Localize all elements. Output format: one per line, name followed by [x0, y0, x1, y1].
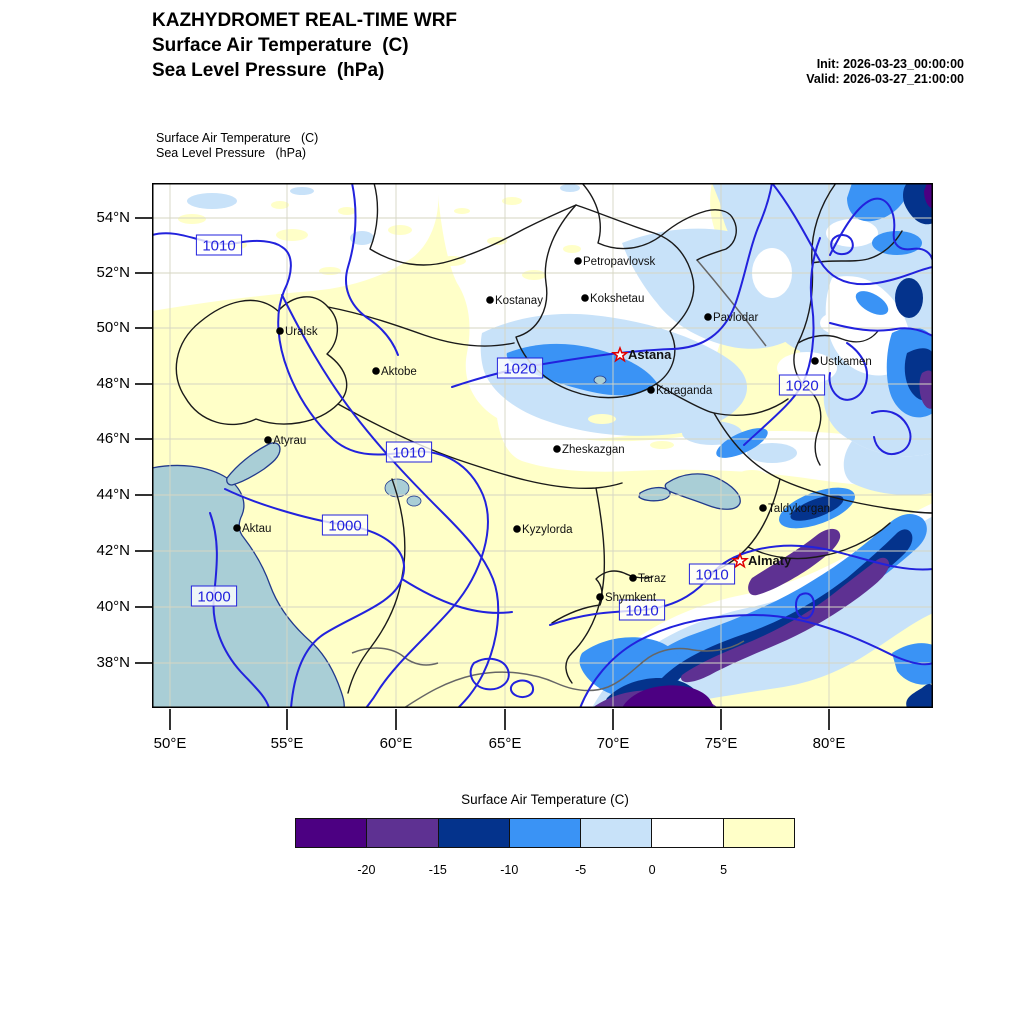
colorbar-tick-label: -10: [500, 863, 519, 877]
city-dot-icon: [276, 327, 284, 335]
city-label: Aktau: [242, 523, 272, 535]
city-dot-icon: [372, 367, 380, 375]
city-marker-shymkent: [596, 592, 657, 604]
lon-tick-mark: [169, 709, 171, 730]
lat-tick-label: 48°N: [96, 375, 130, 392]
init-time: Init: 2026-03-23_00:00:00: [816, 57, 964, 71]
pressure-label: [779, 375, 824, 395]
aral-sea-2: [407, 496, 421, 506]
lat-tick-mark: [135, 272, 152, 274]
colorbar-segment: [651, 818, 723, 848]
colorbar-tick-label: -5: [575, 863, 587, 877]
lat-tick-mark: [135, 438, 152, 440]
lon-tick-mark: [395, 709, 397, 730]
city-dot-icon: [264, 436, 272, 444]
city-dot-icon: [759, 504, 767, 512]
lon-tick-label: 50°E: [153, 735, 187, 752]
lon-tick-mark: [286, 709, 288, 730]
city-dot-icon: [574, 257, 582, 265]
lat-tick-label: 50°N: [96, 319, 130, 336]
lat-tick-label: 46°N: [96, 430, 130, 447]
colorbar-tick-label: 5: [720, 863, 728, 877]
lon-tick-mark: [504, 709, 506, 730]
colorbar-segment: [438, 818, 510, 848]
colorbar-segment: [723, 818, 795, 848]
lat-tick-label: 40°N: [96, 598, 130, 615]
lon-tick-label: 60°E: [379, 735, 413, 752]
colorbar-segment: [580, 818, 652, 848]
city-dot-icon: [629, 574, 637, 582]
lat-tick-mark: [135, 662, 152, 664]
lat-tick-mark: [135, 550, 152, 552]
city-marker-karaganda: [647, 385, 713, 397]
lon-tick-label: 70°E: [596, 735, 630, 752]
colorbar-title: Surface Air Temperature (C): [461, 792, 629, 807]
city-dot-icon: [647, 386, 655, 394]
pressure-label-text: 1020: [785, 377, 819, 395]
city-marker-pavlodar: [704, 312, 758, 324]
lon-tick-mark: [612, 709, 614, 730]
colorbar-segment: [509, 818, 581, 848]
city-dot-icon: [704, 313, 712, 321]
city-label: Kyzylorda: [522, 524, 573, 536]
city-label: Zheskazgan: [562, 444, 625, 456]
city-marker-kyzylorda: [513, 524, 573, 536]
valid-time: Valid: 2026-03-27_21:00:00: [806, 72, 964, 86]
title-line-2: Surface Air Temperature (C): [152, 35, 409, 56]
pressure-label: [196, 235, 241, 255]
map-subtitle-line-2: Sea Level Pressure (hPa): [156, 146, 307, 160]
city-label: Shymkent: [605, 592, 657, 604]
city-dot-icon: [553, 445, 561, 453]
city-label: Aktobe: [381, 366, 417, 378]
pressure-label-text: 1010: [625, 602, 659, 620]
lon-tick-label: 75°E: [704, 735, 738, 752]
pressure-label-text: 1010: [392, 444, 426, 462]
city-marker-petropavlovsk: [574, 256, 655, 268]
pressure-label-text: 1010: [695, 566, 729, 584]
colorbar-segment: [295, 818, 367, 848]
city-dot-icon: [581, 294, 589, 302]
city-marker-zheskazgan: [553, 444, 624, 456]
city-label: Ustkamen: [820, 356, 872, 368]
city-marker-taldykorgan: [759, 503, 830, 515]
lat-tick-mark: [135, 606, 152, 608]
city-dot-icon: [513, 525, 521, 533]
city-label: Atyrau: [273, 435, 307, 447]
pressure-label: [497, 358, 542, 378]
lon-tick-label: 55°E: [270, 735, 304, 752]
city-dot-icon: [596, 593, 604, 601]
lat-tick-mark: [135, 217, 152, 219]
lon-tick-label: 80°E: [812, 735, 846, 752]
title-line-3: Sea Level Pressure (hPa): [152, 60, 385, 81]
map-subtitle-line-1: Surface Air Temperature (C): [156, 131, 319, 145]
lat-tick-mark: [135, 327, 152, 329]
pressure-label-text: 1000: [197, 588, 231, 606]
pressure-label: [322, 515, 367, 535]
city-label: Petropavlovsk: [583, 256, 656, 268]
city-label: Uralsk: [285, 326, 318, 338]
lat-tick-label: 52°N: [96, 264, 130, 281]
city-label: Kokshetau: [590, 293, 645, 305]
run-timestamps: [806, 57, 964, 87]
pressure-label-text: 1010: [202, 237, 236, 255]
city-marker-kostanay: [486, 295, 543, 307]
lon-tick-label: 65°E: [488, 735, 522, 752]
city-dot-icon: [486, 296, 494, 304]
city-label: Kostanay: [495, 295, 543, 307]
lon-tick-mark: [720, 709, 722, 730]
page-title: [152, 8, 457, 83]
colorbar-segment: [366, 818, 438, 848]
city-label: Almaty: [748, 553, 792, 568]
title-line-1: KAZHYDROMET REAL-TIME WRF: [152, 10, 458, 31]
lat-tick-label: 42°N: [96, 542, 130, 559]
pressure-label: [386, 442, 431, 462]
pressure-label-text: 1000: [328, 517, 362, 535]
lat-tick-label: 54°N: [96, 209, 130, 226]
city-marker-kokshetau: [581, 293, 644, 305]
city-label: Pavlodar: [713, 312, 759, 324]
map-canvas: [152, 183, 933, 708]
map-svg: [152, 183, 933, 708]
pressure-label: [689, 564, 734, 584]
lake-tengiz: [594, 376, 606, 384]
lat-tick-label: 38°N: [96, 654, 130, 671]
city-dot-icon: [233, 524, 241, 532]
city-marker-ustkamen: [811, 356, 872, 368]
colorbar-tick-label: -15: [428, 863, 447, 877]
city-label: Karaganda: [656, 385, 713, 397]
city-label: Astana: [628, 347, 672, 362]
lat-tick-label: 44°N: [96, 486, 130, 503]
lat-tick-mark: [135, 383, 152, 385]
colorbar-tick-label: 0: [648, 863, 656, 877]
city-dot-icon: [811, 357, 819, 365]
lon-tick-mark: [828, 709, 830, 730]
map-subtitle: [156, 131, 318, 161]
pressure-label: [191, 586, 236, 606]
lat-tick-mark: [135, 494, 152, 496]
colorbar-tick-label: -20: [357, 863, 376, 877]
city-label: Taldykorgan: [768, 503, 831, 515]
pressure-label-text: 1020: [503, 360, 537, 378]
colorbar: [295, 818, 795, 848]
city-label: Taraz: [638, 573, 667, 585]
